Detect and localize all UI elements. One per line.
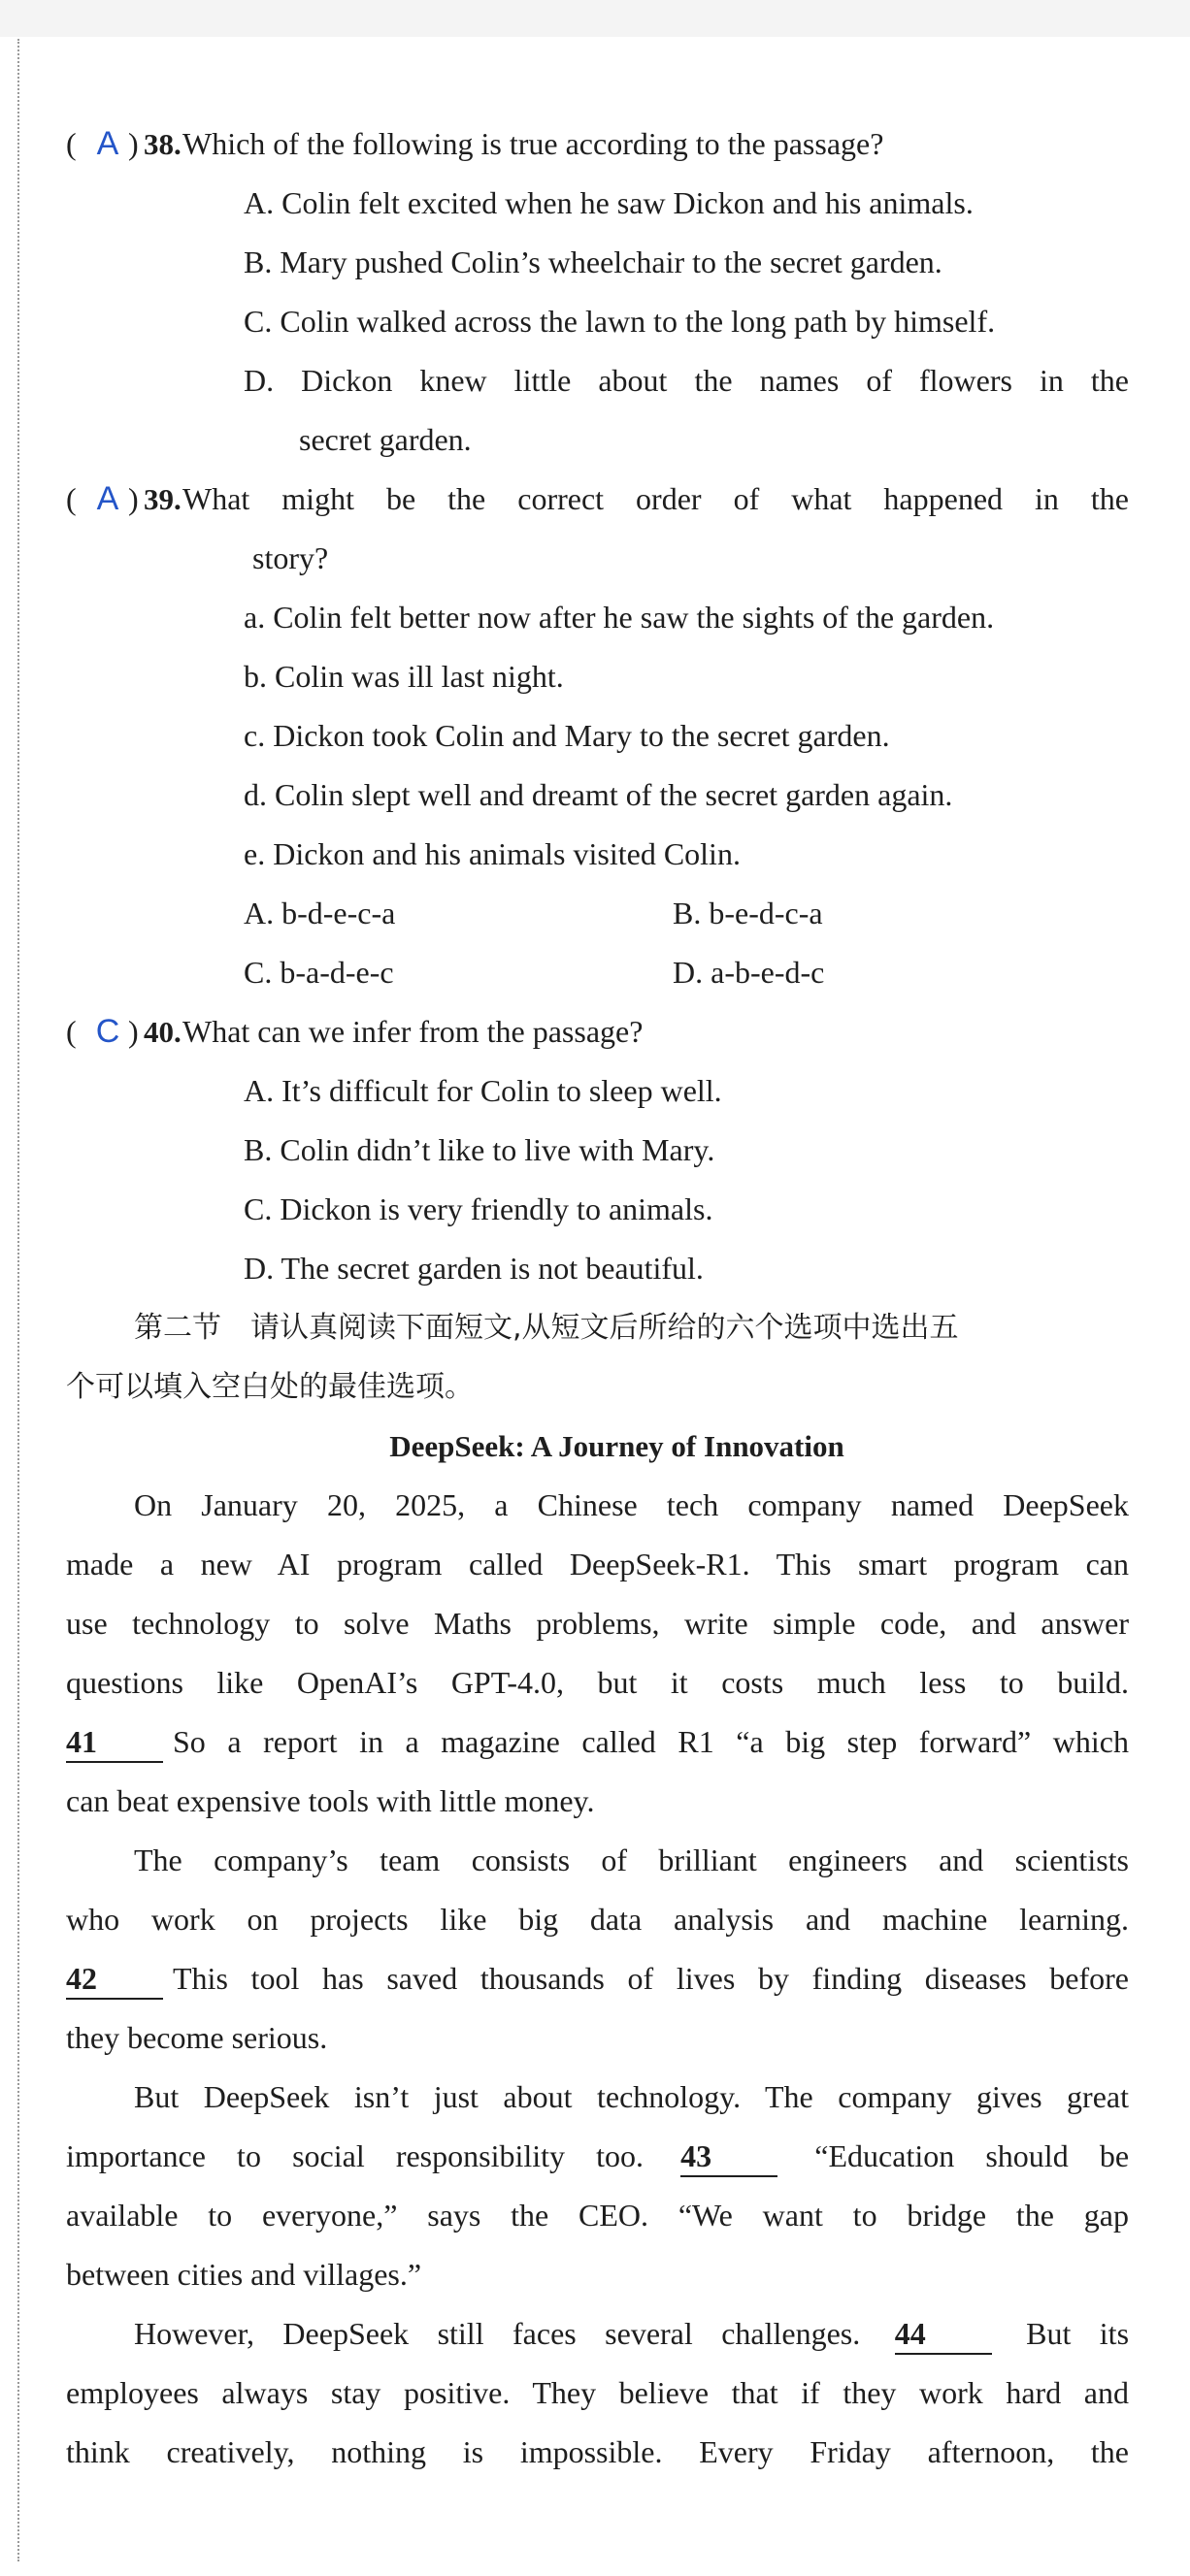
option-a: A. It’s difficult for Colin to sleep well.	[244, 1073, 722, 1108]
blank-41: 41	[66, 1722, 163, 1763]
handwritten-answer: C	[95, 1013, 120, 1050]
question-40	[66, 1002, 1129, 1061]
question-stem-continued: story?	[252, 540, 329, 575]
worksheet-content	[66, 114, 1129, 2482]
handwritten-answer: A	[96, 125, 119, 162]
handwritten-answer: A	[96, 480, 119, 517]
question-38	[66, 114, 1129, 174]
section-instructions-continued: 个可以填入空白处的最佳选项。	[66, 1370, 474, 1404]
passage-text: importance to social responsibility too.	[66, 2138, 645, 2173]
passage-line: available to everyone,” says the CEO. “We want to bridge the gap	[66, 2198, 1129, 2233]
blank-44: 44	[895, 2314, 992, 2355]
question-stem: Which of the following is true according to the passage?	[182, 126, 884, 161]
option-row	[66, 884, 1129, 943]
passage-title: DeepSeek: A Journey of Innovation	[389, 1429, 844, 1463]
option-c: C. Dickon is very friendly to animals.	[244, 1191, 713, 1226]
option-d: D. a-b-e-d-c	[673, 955, 825, 990]
option-d: D. Dickon knew little about the names of flowers in the	[244, 363, 1129, 398]
passage-line: who work on projects like big data analysis and machine learning.	[66, 1902, 1129, 1937]
option-b: B. b-e-d-c-a	[673, 896, 823, 930]
option-d: D. The secret garden is not beautiful.	[244, 1251, 704, 1286]
passage-line: The company’s team consists of brilliant engineers and scientists	[134, 1842, 1129, 1877]
question-stem: What can we infer from the passage?	[182, 1014, 644, 1049]
question-39	[66, 470, 1129, 529]
passage-line: they become serious.	[66, 2020, 328, 2055]
passage-text: But its	[1026, 2316, 1130, 2351]
passage-line: use technology to solve Maths problems, write simple code, and answer	[66, 1606, 1129, 1641]
answer-bracket: ( C ) 40.	[66, 1002, 182, 1061]
answer-bracket: ( A ) 39.	[66, 470, 182, 529]
option-b: B. Colin didn’t like to live with Mary.	[244, 1132, 715, 1167]
event-e: e. Dickon and his animals visited Colin.	[244, 836, 741, 871]
question-number: 40.	[144, 1015, 182, 1049]
passage-line: can beat expensive tools with little money.	[66, 1783, 595, 1818]
passage-line: made a new AI program called DeepSeek-R1. This smart program can	[66, 1547, 1129, 1581]
passage-line: between cities and villages.”	[66, 2257, 422, 2292]
blank-43: 43	[680, 2136, 777, 2177]
question-number: 39.	[144, 482, 182, 516]
option-b: B. Mary pushed Colin’s wheelchair to the secret garden.	[244, 245, 942, 279]
section-instructions: 第二节 请认真阅读下面短文,从短文后所给的六个选项中选出五	[134, 1311, 959, 1345]
passage-line: employees always stay positive. They believe that if they work hard and	[66, 2375, 1129, 2410]
binding-margin-rule	[17, 39, 19, 2561]
passage-line	[66, 1712, 1129, 1772]
option-c: C. Colin walked across the lawn to the long path by himself.	[244, 304, 996, 339]
passage-line: questions like OpenAI’s GPT-4.0, but it costs much less to build.	[66, 1665, 1129, 1700]
option-a: A. b-d-e-c-a	[244, 896, 396, 930]
passage-text: “Education should be	[814, 2138, 1130, 2173]
blank-42: 42	[66, 1959, 163, 2000]
option-d-continued: secret garden.	[299, 422, 472, 457]
passage-line	[66, 2304, 1129, 2364]
passage-line: But DeepSeek isn’t just about technology. The company gives great	[134, 2079, 1129, 2114]
passage-text: However, DeepSeek still faces several challenges.	[134, 2316, 861, 2351]
question-number: 38.	[144, 127, 182, 161]
page-top-band	[0, 0, 1190, 37]
option-c: C. b-a-d-e-c	[244, 955, 394, 990]
event-a: a. Colin felt better now after he saw the sights of the garden.	[244, 600, 995, 635]
event-d: d. Colin slept well and dreamt of the secret garden again.	[244, 777, 953, 812]
passage-text: So a report in a magazine called R1 “a big step forward” which	[173, 1724, 1129, 1759]
passage-line	[66, 2127, 1129, 2186]
event-c: c. Dickon took Colin and Mary to the secret garden.	[244, 718, 890, 753]
passage-line: think creatively, nothing is impossible. Every Friday afternoon, the	[66, 2434, 1129, 2469]
answer-bracket: ( A ) 38.	[66, 114, 182, 174]
passage-line	[66, 1949, 1129, 2008]
passage-text: This tool has saved thousands of lives by finding diseases before	[173, 1961, 1129, 1996]
option-a: A. Colin felt excited when he saw Dickon and his animals.	[244, 185, 974, 220]
passage-line: On January 20, 2025, a Chinese tech company named DeepSeek	[134, 1487, 1129, 1522]
event-b: b. Colin was ill last night.	[244, 659, 564, 694]
question-stem: What might be the correct order of what happened in the	[182, 481, 1129, 516]
option-row	[66, 943, 1129, 1002]
